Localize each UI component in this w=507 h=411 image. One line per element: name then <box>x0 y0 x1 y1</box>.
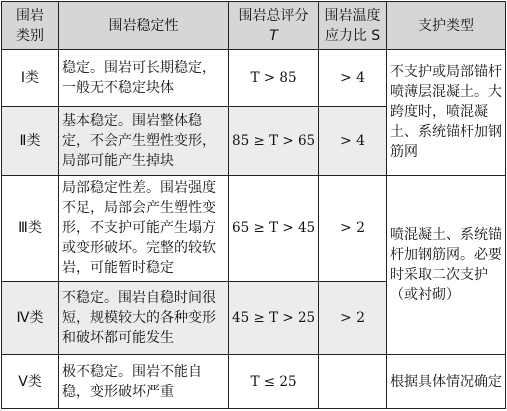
stability-cell: 基本稳定。围岩整体稳定，不会产生塑性变形，局部可能产生掉块 <box>59 106 229 175</box>
class-cell: Ⅳ类 <box>2 282 59 355</box>
header-class-line1: 围岩 <box>16 7 44 24</box>
stability-cell: 极不稳定。围岩不能自稳，变形破坏严重 <box>59 355 229 409</box>
header-score <box>229 2 319 50</box>
support-cell: 喷混凝土、系统锚杆加钢筋网。必要时采取二次支护（或衬砌） <box>387 175 506 354</box>
ratio-cell: > 4 <box>319 106 387 175</box>
stability-cell: 不稳定。围岩自稳时间很短，规模较大的各种变形和破坏都可能发生 <box>59 282 229 355</box>
header-stability: 围岩稳定性 <box>59 2 229 50</box>
ratio-cell: > 2 <box>319 282 387 355</box>
header-ratio-line1: 围岩温度 <box>324 7 381 24</box>
table-row <box>2 175 506 281</box>
header-class-line2: 类别 <box>16 27 44 44</box>
header-row <box>2 2 506 50</box>
header-ratio-line2: 应力比 S <box>324 27 381 44</box>
table-row <box>2 355 506 409</box>
header-support: 支护类型 <box>387 2 506 50</box>
score-cell: 65 ≥ T > 45 <box>229 175 319 281</box>
class-cell: Ⅰ类 <box>2 50 59 107</box>
header-score-line1: 围岩总评分 <box>238 7 309 24</box>
class-cell: Ⅴ类 <box>2 355 59 409</box>
ratio-cell: > 4 <box>319 50 387 107</box>
support-cell: 不支护或局部锚杆喷薄层混凝土。大跨度时，喷混凝土、系统锚杆加钢筋网 <box>387 50 506 176</box>
header-ratio <box>319 2 387 50</box>
support-cell: 根据具体情况确定 <box>387 355 506 409</box>
table-row <box>2 50 506 107</box>
score-cell: 45 ≥ T > 25 <box>229 282 319 355</box>
class-cell: Ⅱ类 <box>2 106 59 175</box>
ratio-cell <box>319 355 387 409</box>
stability-cell: 稳定。围岩可长期稳定，一般无不稳定块体 <box>59 50 229 107</box>
score-cell: 85 ≥ T > 65 <box>229 106 319 175</box>
score-cell: T > 85 <box>229 50 319 107</box>
class-cell: Ⅲ类 <box>2 175 59 281</box>
rock-classification-table <box>1 1 506 409</box>
header-score-line2: T <box>269 27 278 44</box>
stability-cell: 局部稳定性差。围岩强度不足，局部会产生塑性变形，不支护可能产生塌方或变形破坏。完整的较软岩，可能暂时稳定 <box>59 175 229 281</box>
score-cell: T ≤ 25 <box>229 355 319 409</box>
ratio-cell: > 2 <box>319 175 387 281</box>
header-class <box>2 2 59 50</box>
